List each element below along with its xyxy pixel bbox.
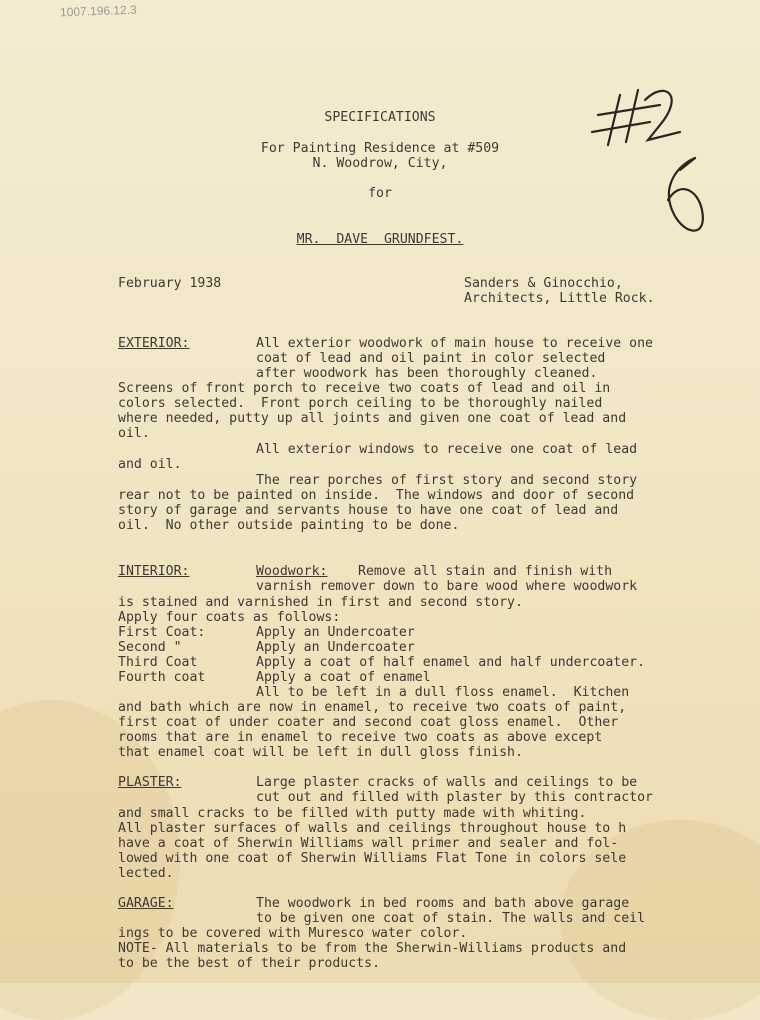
- plaster-line: lowed with one coat of Sherwin Williams Flat Tone in colors sele: [118, 851, 627, 866]
- for-label: for: [368, 186, 392, 201]
- coat-name: Second ": [118, 640, 182, 655]
- plaster-line: have a coat of Sherwin Williams wall primer and sealer and fol-: [118, 836, 619, 851]
- interior-line: is stained and varnished in first and second story.: [118, 595, 523, 610]
- plaster-line: All plaster surfaces of walls and ceilings throughout house to h: [118, 821, 627, 836]
- exterior-line: colors selected. Front porch ceiling to be thoroughly nailed: [118, 396, 603, 411]
- exterior-line: oil.: [118, 426, 150, 441]
- exterior-line: coat of lead and oil paint in color selected: [256, 351, 606, 366]
- interior-line: rooms that are in enamel to receive two coats as above except: [118, 730, 603, 745]
- garage-line: to be the best of their products.: [118, 956, 381, 971]
- interior-line: All to be left in a dull floss enamel. Kitchen: [256, 685, 630, 700]
- exterior-line: where needed, putty up all joints and given one coat of lead and: [118, 411, 627, 426]
- exterior-line: after woodwork has been thoroughly cleaned.: [256, 366, 598, 381]
- coat-description: Apply an Undercoater: [256, 625, 415, 640]
- interior-line: Remove all stain and finish with: [358, 564, 613, 579]
- garage-line: to be given one coat of stain. The walls and ceil: [256, 911, 646, 926]
- interior-line: that enamel coat will be left in dull gloss finish.: [118, 745, 523, 760]
- garage-line: ings to be covered with Muresco water color.: [118, 926, 468, 941]
- coat-description: Apply an Undercoater: [256, 640, 415, 655]
- interior-line: varnish remover down to bare wood where woodwork: [256, 579, 638, 594]
- subtitle-line-2: N. Woodrow, City,: [312, 156, 448, 171]
- exterior-line: and oil.: [118, 457, 182, 472]
- garage-label: GARAGE:: [118, 896, 174, 911]
- exterior-line: oil. No other outside painting to be done.: [118, 518, 460, 533]
- archive-number: 1007.196.12.3: [59, 2, 137, 20]
- document-title: SPECIFICATIONS: [324, 110, 436, 125]
- handwritten-annotation: [590, 70, 720, 260]
- plaster-line: cut out and filled with plaster by this contractor: [256, 790, 653, 805]
- interior-line: first coat of under coater and second coat gloss enamel. Other: [118, 715, 619, 730]
- exterior-line: Screens of front porch to receive two coats of lead and oil in: [118, 381, 611, 396]
- document-date: February 1938: [118, 276, 222, 291]
- coat-name: Fourth coat: [118, 670, 206, 685]
- plaster-line: lected.: [118, 866, 174, 881]
- plaster-label: PLASTER:: [118, 775, 182, 790]
- exterior-line: All exterior woodwork of main house to receive one: [256, 336, 653, 351]
- interior-label: INTERIOR:: [118, 564, 190, 579]
- garage-line: NOTE- All materials to be from the Sherwin-Williams products and: [118, 941, 627, 956]
- coat-description: Apply a coat of half enamel and half undercoater.: [256, 655, 646, 670]
- exterior-line: story of garage and servants house to have one coat of lead and: [118, 503, 619, 518]
- interior-line: and bath which are now in enamel, to receive two coats of paint,: [118, 700, 627, 715]
- garage-line: The woodwork in bed rooms and bath above garage: [256, 896, 630, 911]
- exterior-line: The rear porches of first story and second story: [256, 473, 638, 488]
- interior-line: Apply four coats as follows:: [118, 610, 341, 625]
- exterior-label: EXTERIOR:: [118, 336, 190, 351]
- plaster-line: and small cracks to be filled with putty made with whiting.: [118, 806, 587, 821]
- architect-location: Architects, Little Rock.: [464, 291, 655, 306]
- plaster-line: Large plaster cracks of walls and ceilings to be: [256, 775, 638, 790]
- woodwork-label: Woodwork:: [256, 564, 328, 579]
- coat-name: First Coat:: [118, 625, 206, 640]
- exterior-line: rear not to be painted on inside. The windows and door of second: [118, 488, 635, 503]
- architect-name: Sanders & Ginocchio,: [464, 276, 623, 291]
- subtitle-line-1: For Painting Residence at #509: [260, 141, 500, 156]
- coat-name: Third Coat: [118, 655, 198, 670]
- coat-description: Apply a coat of enamel: [256, 670, 431, 685]
- client-name: MR. DAVE GRUNDFEST.: [296, 232, 464, 247]
- exterior-line: All exterior windows to receive one coat of lead: [256, 442, 638, 457]
